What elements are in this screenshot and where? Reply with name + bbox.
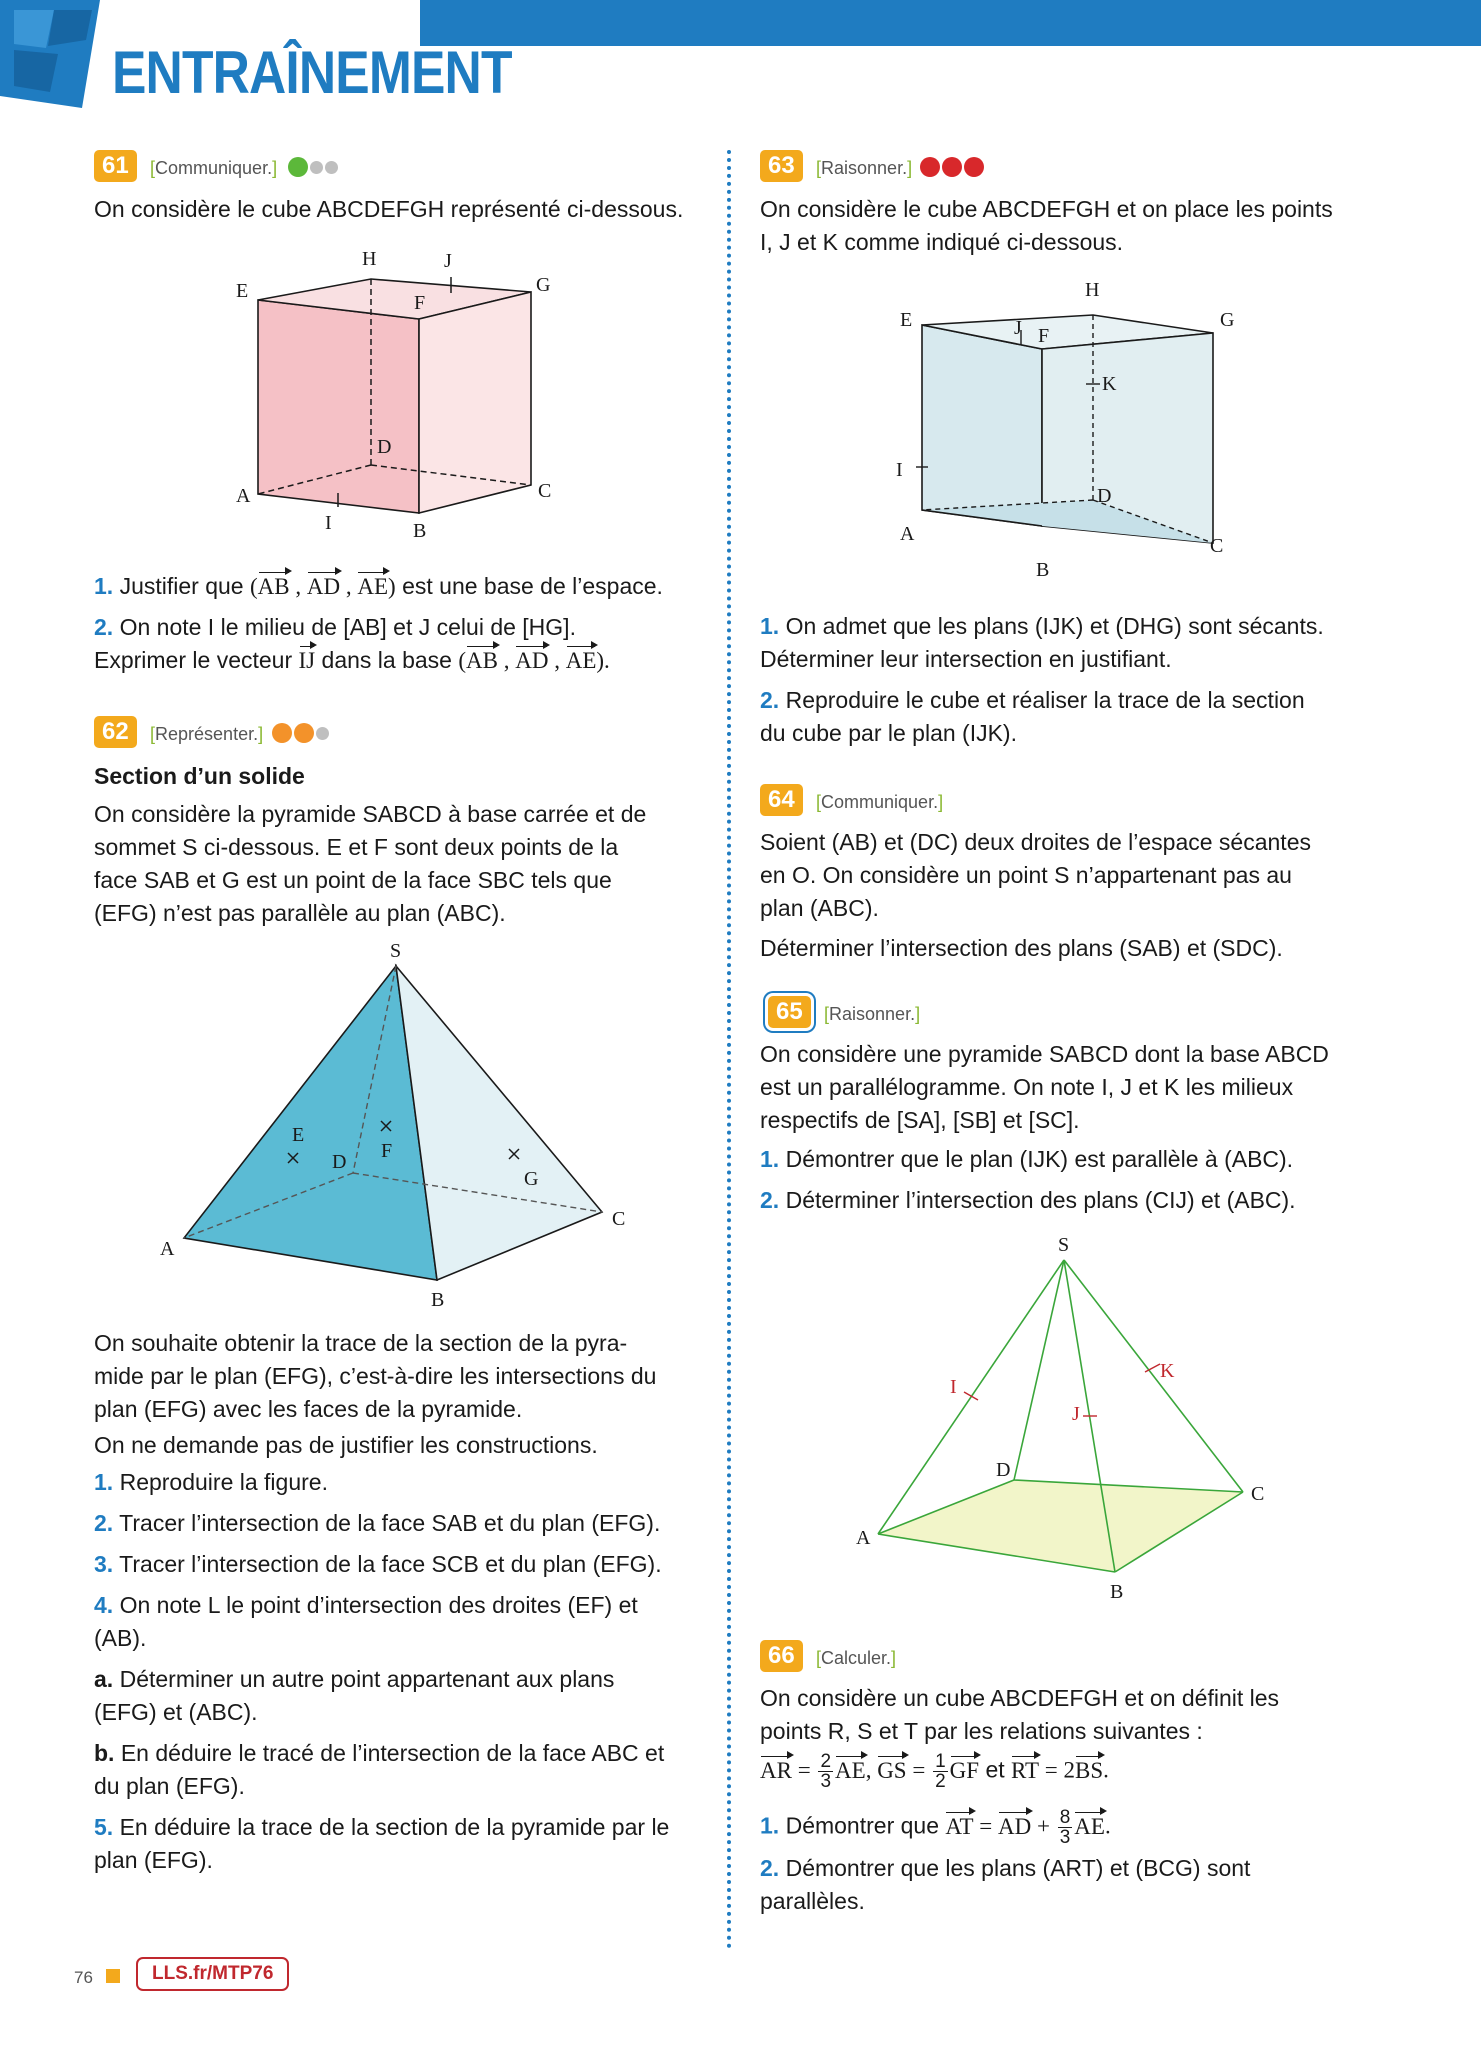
svg-text:D: D xyxy=(332,1151,347,1173)
exercise-number: 65 xyxy=(768,996,811,1028)
svg-text:K: K xyxy=(1160,1360,1175,1382)
svg-text:G: G xyxy=(524,1168,539,1190)
svg-text:G: G xyxy=(1220,309,1235,331)
question-2: 2. Démontrer que les plans (ART) et (BCG) sont parallèles. xyxy=(760,1855,1251,1914)
question-1: 1. Justifier que (AB , AD , AE) est une base de l’espace. xyxy=(94,570,663,603)
svg-text:C: C xyxy=(538,480,552,502)
svg-text:A: A xyxy=(160,1238,175,1260)
exercise-number: 62 xyxy=(94,716,137,748)
skill-tag: [Raisonner.] xyxy=(824,1004,921,1024)
exercise-number: 63 xyxy=(760,150,803,182)
svg-text:F: F xyxy=(414,292,426,314)
question-2: 2. On note I le milieu de [AB] et J celui de [HG]. Exprimer le vecteur IJ dans la base (AB , AD , AE). xyxy=(94,611,610,677)
exercise-body: On souhaite obtenir la trace de la section de la pyra- mide par le plan (EFG), c’est-à-dire les intersections du plan (EFG) avec les faces de la pyramide. xyxy=(94,1330,657,1422)
svg-text:C: C xyxy=(612,1208,626,1230)
svg-text:C: C xyxy=(1251,1483,1265,1505)
question-2: 2. Tracer l’intersection de la face SAB et du plan (EFG). xyxy=(94,1510,661,1536)
svg-text:J: J xyxy=(1014,317,1022,339)
svg-text:I: I xyxy=(325,512,332,534)
svg-text:A: A xyxy=(900,523,915,545)
exercise-intro: On considère un cube ABCDEFGH et on définit les points R, S et T par les relations suivantes : xyxy=(760,1685,1280,1744)
svg-text:D: D xyxy=(1097,485,1112,507)
exercise-question: Déterminer l’intersection des plans (SAB) et (SDC). xyxy=(760,935,1283,961)
svg-text:E: E xyxy=(236,280,249,302)
header-logo-shape xyxy=(0,0,112,108)
question-4b: b. En déduire le tracé de l’intersection de la face ABC et du plan (EFG). xyxy=(94,1740,665,1799)
footer-link[interactable]: LLS.fr/MTP76 xyxy=(136,1957,289,1991)
svg-text:B: B xyxy=(1110,1581,1124,1603)
page-number: 76 xyxy=(74,1968,93,1987)
difficulty-dots xyxy=(288,157,340,179)
svg-text:H: H xyxy=(1085,279,1100,301)
svg-text:F: F xyxy=(1038,325,1050,347)
exercise-intro: On considère une pyramide SABCD dont la base ABCD est un parallélogramme. On note I, J et K les milieux respectifs de [SA], [SB] et [SC]. xyxy=(760,1041,1329,1133)
svg-text:B: B xyxy=(413,520,427,542)
cube-figure-63 xyxy=(880,270,1240,590)
svg-text:J: J xyxy=(1072,1403,1080,1425)
svg-text:A: A xyxy=(856,1527,871,1549)
svg-text:K: K xyxy=(1102,373,1117,395)
svg-text:E: E xyxy=(900,309,913,331)
page-title: ENTRAÎNEMENT xyxy=(112,39,512,106)
svg-text:B: B xyxy=(1036,559,1050,581)
svg-text:I: I xyxy=(896,459,903,481)
question-1: 1. Reproduire la figure. xyxy=(94,1469,328,1495)
question-2: 2. Déterminer l’intersection des plans (CIJ) et (ABC). xyxy=(760,1187,1296,1213)
exercise-number: 66 xyxy=(760,1640,803,1672)
svg-text:D: D xyxy=(377,436,392,458)
exercise-intro: On considère la pyramide SABCD à base carrée et de sommet S ci-dessous. E et F sont deux points de la face SAB et G est un point de la face SBC tels que (EFG) n’est pas parallèle au plan (ABC). xyxy=(94,801,647,926)
svg-text:G: G xyxy=(536,274,551,296)
relations: AR = $\frac{2}{3}$ AE, GS = $\frac{1}{2}$ GF et RT = 2BS. xyxy=(760,1751,1109,1792)
svg-text:J: J xyxy=(444,250,452,272)
skill-tag: [Calculer.] xyxy=(816,1648,897,1668)
question-2: 2. Reproduire le cube et réaliser la trace de la section du cube par le plan (IJK). xyxy=(760,687,1305,746)
question-4a: a. Déterminer un autre point appartenant aux plans (EFG) et (ABC). xyxy=(94,1666,615,1725)
svg-text:F: F xyxy=(381,1140,393,1162)
skill-tag: [Raisonner.] xyxy=(816,158,913,178)
difficulty-dots xyxy=(272,723,331,745)
exercise-number: 64 xyxy=(760,784,803,816)
skill-tag: [Représenter.] xyxy=(150,724,264,744)
svg-text:S: S xyxy=(1058,1234,1070,1256)
svg-text:A: A xyxy=(236,485,251,507)
exercise-number: 61 xyxy=(94,150,137,182)
svg-text:S: S xyxy=(390,940,402,962)
pyramid-figure-65 xyxy=(850,1230,1280,1610)
question-1: 1. Démontrer que le plan (IJK) est parallèle à (ABC). xyxy=(760,1146,1294,1172)
exercise-statement: Soient (AB) et (DC) deux droites de l’espace sécantes en O. On considère un point S n’appartenant pas au plan (ABC). xyxy=(760,829,1311,921)
question-1: 1. Démontrer que AT = AD + $\frac{8}{3}$ AE. xyxy=(760,1807,1111,1848)
exercise-note: On ne demande pas de justifier les constructions. xyxy=(94,1432,598,1458)
svg-text:I: I xyxy=(950,1376,957,1398)
question-5: 5. En déduire la trace de la section de la pyramide par le plan (EFG). xyxy=(94,1814,670,1873)
skill-tag: [Communiquer.] xyxy=(816,792,944,812)
question-1: 1. On admet que les plans (IJK) et (DHG) sont sécants. Déterminer leur intersection en justifiant. xyxy=(760,613,1324,672)
skill-tag: [Communiquer.] xyxy=(150,158,278,178)
pyramid-figure-62 xyxy=(150,935,640,1315)
exercise-intro: On considère le cube ABCDEFGH et on place les points I, J et K comme indiqué ci-dessous. xyxy=(760,196,1333,255)
svg-text:C: C xyxy=(1210,535,1224,557)
cube-figure-61 xyxy=(220,235,580,545)
svg-text:E: E xyxy=(292,1124,305,1146)
column-divider xyxy=(727,150,731,1950)
footer-square xyxy=(106,1969,120,1983)
exercise-intro: On considère le cube ABCDEFGH représenté ci-dessous. xyxy=(94,196,684,222)
exercise-subtitle: Section d’un solide xyxy=(94,763,305,789)
header-band xyxy=(420,0,1481,46)
svg-text:H: H xyxy=(362,248,377,270)
question-3: 3. Tracer l’intersection de la face SCB et du plan (EFG). xyxy=(94,1551,662,1577)
svg-text:D: D xyxy=(996,1459,1011,1481)
svg-text:B: B xyxy=(431,1289,445,1311)
question-4: 4. On note L le point d’intersection des droites (EF) et (AB). xyxy=(94,1592,638,1651)
difficulty-dots xyxy=(920,157,986,179)
